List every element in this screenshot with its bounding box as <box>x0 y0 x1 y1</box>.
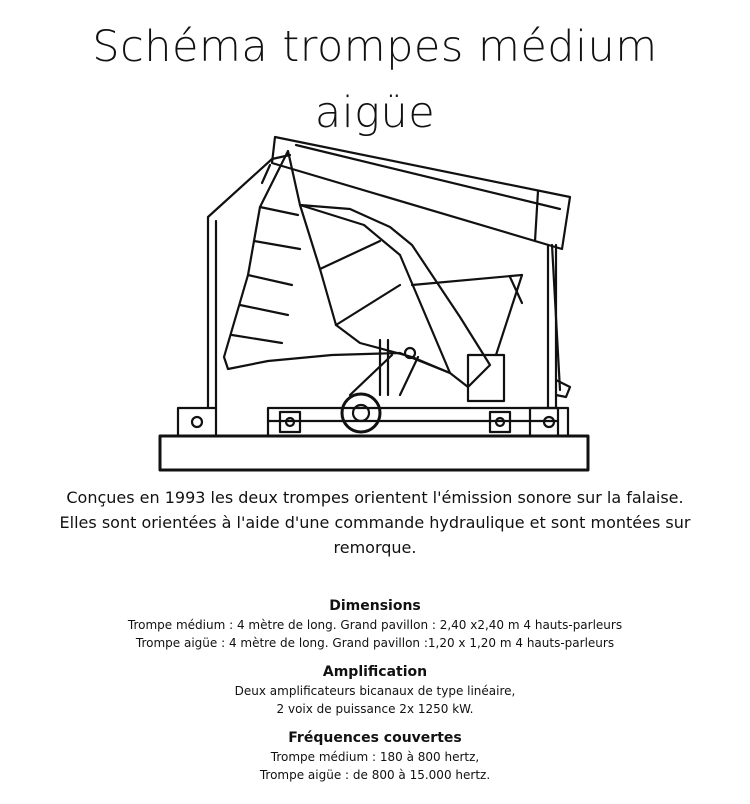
section-line-frequencies-high: Trompe aigüe : de 800 à 15.000 hertz. <box>259 768 491 782</box>
description-line-1: Conçues en 1993 les deux trompes orientent l'émission sonore sur la falaise. <box>66 488 684 507</box>
page-title-line-1: Schéma trompes médium <box>92 22 658 72</box>
horn-trailer-schematic <box>150 125 600 475</box>
high-horn <box>300 205 450 373</box>
description-line-2: Elles sont orientées à l'aide d'une commande hydraulique et sont montées sur <box>59 513 691 532</box>
left-foot <box>178 408 216 436</box>
trailer-platform <box>160 436 588 470</box>
description-line-3: remorque. <box>333 538 417 557</box>
section-line-amplification-2: 2 voix de puissance 2x 1250 kW. <box>276 702 474 716</box>
pivot-wheel <box>342 394 380 432</box>
driver-box <box>468 355 504 401</box>
section-heading-dimensions: Dimensions <box>329 598 421 614</box>
section-line-amplification-1: Deux amplificateurs bicanaux de type linéaire, <box>234 684 516 698</box>
section-line-dimensions-medium: Trompe médium : 4 mètre de long. Grand pavillon : 2,40 x2,40 m 4 hauts-parleurs <box>127 618 623 632</box>
section-line-dimensions-high: Trompe aigüe : 4 mètre de long. Grand pavillon :1,20 x 1,20 m 4 hauts-parleurs <box>135 636 615 650</box>
section-heading-frequencies: Fréquences couvertes <box>288 730 462 746</box>
section-heading-amplification: Amplification <box>322 664 428 680</box>
section-line-frequencies-medium: Trompe médium : 180 à 800 hertz, <box>270 750 480 764</box>
top-beam <box>272 137 570 249</box>
medium-horn <box>224 151 490 387</box>
page-title-line-2: aigüe <box>314 88 436 138</box>
